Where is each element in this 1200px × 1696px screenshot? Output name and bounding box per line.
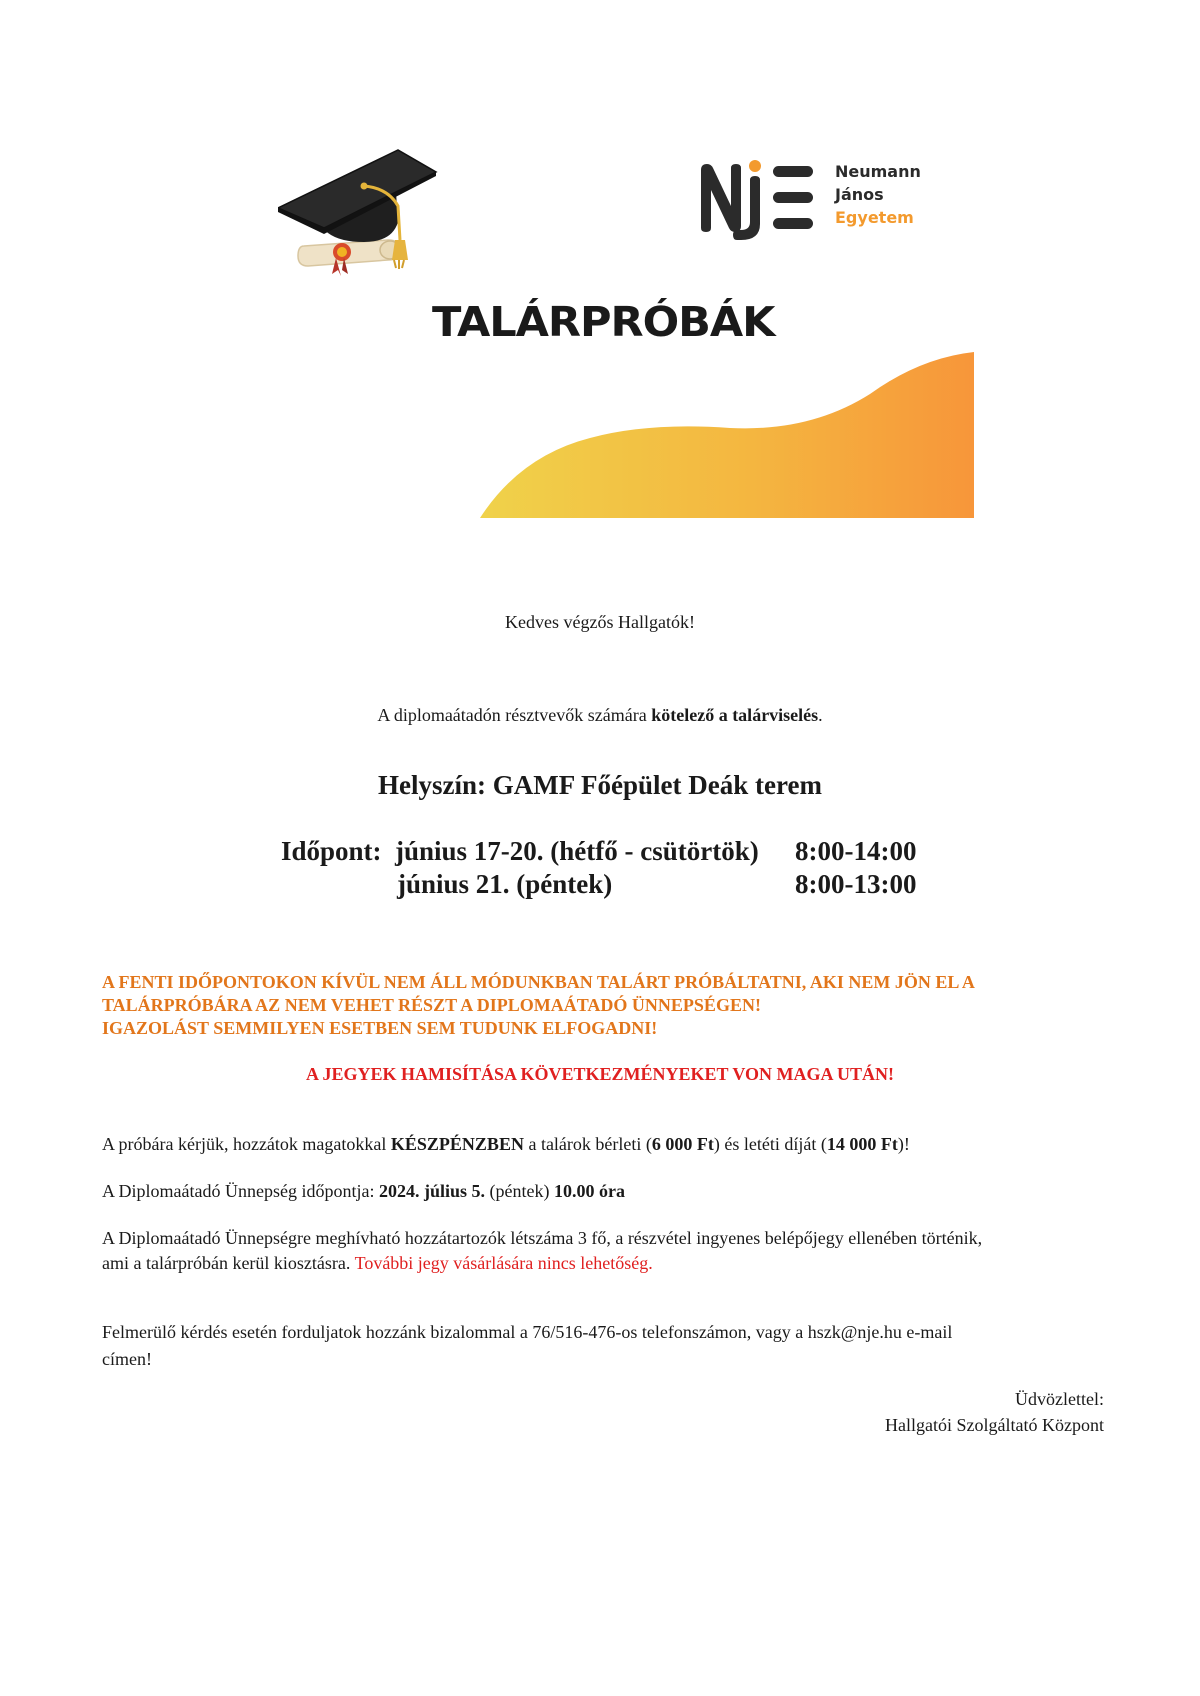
signature-sender: Hallgatói Szolgáltató Központ — [885, 1415, 1104, 1435]
contact-line2: címen! — [102, 1349, 152, 1369]
ceremony-date: 2024. július 5. — [378, 1181, 485, 1201]
guests-red-note: További jegy vásárlására nincs lehetőség. — [354, 1253, 653, 1273]
greeting: Kedves végzős Hallgatók! — [505, 612, 695, 632]
page-title: TALÁRPRÓBÁK — [432, 298, 775, 346]
guests-text: ami a talárpróbán kerül kiosztásra. — [102, 1253, 355, 1273]
decorative-wave — [480, 350, 974, 520]
warning-red: A JEGYEK HAMISÍTÁSA KÖVETKEZMÉNYEKET VON MAGA UTÁN! — [305, 1064, 895, 1084]
intro-text: A diplomaátadón résztvevők számára — [377, 705, 652, 725]
guests-line1: A Diplomaátadó Ünnepségre meghívható hozzátartozók létszáma 3 fő, a részvétel ingyenes belépőjegy ellenében történik, — [102, 1228, 983, 1248]
payment-text-d: )! — [897, 1134, 910, 1154]
warning-orange-line3: IGAZOLÁST SEMMILYEN ESETBEN SEM TUDUNK ELFOGADNI! — [102, 1018, 658, 1038]
logo-name-line2: János — [835, 185, 884, 204]
signature-closing: Üdvözlettel: — [1015, 1389, 1104, 1409]
warning-orange-line1: A FENTI IDŐPONTOKON KÍVÜL NEM ÁLL MÓDUNKBAN TALÁRT PRÓBÁLTATNI, AKI NEM JÖN EL A — [102, 972, 975, 992]
nje-logo — [697, 158, 937, 248]
contact-line1: Felmerülő kérdés esetén forduljatok hozzánk bizalommal a 76/516-476-os telefonszámon, vagy a hszk@nje.hu e-mail — [102, 1322, 953, 1342]
intro-line — [0, 703, 1200, 727]
time-row1-date: június 17-20. (hétfő - csütörtök) — [395, 836, 759, 866]
guests-line2 — [102, 1251, 653, 1275]
ceremony-info — [102, 1179, 625, 1203]
diploma-scroll-icon — [298, 240, 400, 276]
location-heading: Helyszín: GAMF Főépület Deák terem — [378, 770, 822, 800]
logo-name-line3: Egyetem — [835, 208, 914, 227]
ceremony-text-a: A Diplomaátadó Ünnepség időpontja: — [102, 1181, 379, 1201]
payment-text-b: a talárok bérleti ( — [523, 1134, 652, 1154]
payment-text-c: ) és letéti díját ( — [713, 1134, 827, 1154]
nje-logo-mark — [697, 158, 819, 248]
graduation-cap-icon — [278, 148, 438, 284]
payment-cash: KÉSZPÉNZBEN — [390, 1134, 524, 1154]
payment-info — [102, 1132, 910, 1156]
warning-orange-line2: TALÁRPRÓBÁRA AZ NEM VEHET RÉSZT A DIPLOMAÁTADÓ ÜNNEPSÉGEN! — [102, 995, 761, 1015]
intro-bold: kötelező a talárviselés — [651, 705, 819, 725]
logo-name-line1: Neumann — [835, 162, 921, 181]
time-row2-hours: 8:00-13:00 — [795, 869, 917, 899]
time-row1-hours: 8:00-14:00 — [795, 836, 917, 866]
ceremony-hour: 10.00 óra — [553, 1181, 625, 1201]
time-label: Időpont: — [281, 836, 382, 866]
payment-deposit: 14 000 Ft — [826, 1134, 898, 1154]
time-row2-date: június 21. (péntek) — [397, 869, 613, 899]
ceremony-text-b: (péntek) — [484, 1181, 554, 1201]
payment-text-a: A próbára kérjük, hozzátok magatokkal — [102, 1134, 391, 1154]
intro-end: . — [818, 705, 823, 725]
payment-rent: 6 000 Ft — [651, 1134, 714, 1154]
